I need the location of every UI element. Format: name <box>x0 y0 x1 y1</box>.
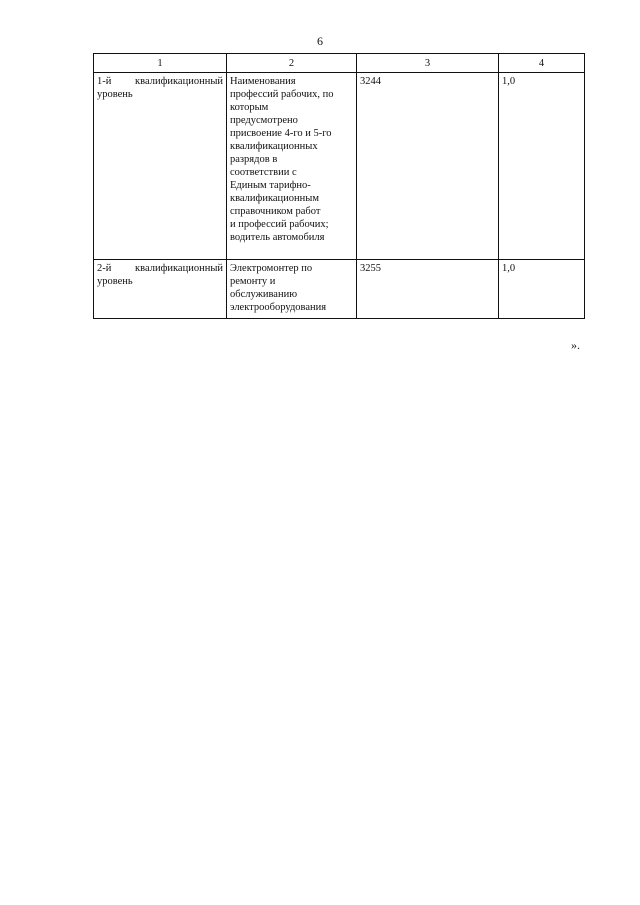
qualification-table <box>93 53 585 319</box>
column-header-4: 4 <box>499 54 585 73</box>
profession-line: квалификационным <box>230 193 319 204</box>
profession-cell <box>227 260 357 319</box>
code-cell: 3244 <box>357 73 499 260</box>
profession-line: водитель автомобиля <box>230 232 325 243</box>
profession-line: квалификационных <box>230 141 318 152</box>
profession-line: которым <box>230 102 269 113</box>
profession-line: Единым тарифно- <box>230 180 311 191</box>
profession-line: Электромонтер по <box>230 263 313 274</box>
table-row <box>94 260 585 319</box>
profession-line: и профессий рабочих; <box>230 219 329 230</box>
profession-line: присвоение 4-го и 5-го <box>230 128 332 139</box>
profession-line: Наименования <box>230 76 296 87</box>
profession-line: предусмотрено <box>230 115 298 126</box>
profession-line: соответствии с <box>230 167 297 178</box>
profession-line: обслуживанию <box>230 289 298 300</box>
profession-line: ремонту и <box>230 276 276 287</box>
table-header-row <box>94 54 585 73</box>
page-number: 6 <box>317 34 323 48</box>
qualification-level-cell: 2-й квалификационный уровень <box>94 260 227 319</box>
column-header-1: 1 <box>94 54 227 73</box>
column-header-2: 2 <box>227 54 357 73</box>
profession-cell <box>227 73 357 260</box>
profession-line: профессий рабочих, по <box>230 89 334 100</box>
code-cell: 3255 <box>357 260 499 319</box>
qualification-level-cell: 1-й квалификационный уровень <box>94 73 227 260</box>
coefficient-cell: 1,0 <box>499 73 585 260</box>
coefficient-cell: 1,0 <box>499 260 585 319</box>
profession-line: разрядов в <box>230 154 278 165</box>
table-row <box>94 73 585 260</box>
profession-line: электрооборудования <box>230 302 327 313</box>
profession-line: справочником работ <box>230 206 321 217</box>
closing-quote-mark: ». <box>571 338 580 352</box>
column-header-3: 3 <box>357 54 499 73</box>
